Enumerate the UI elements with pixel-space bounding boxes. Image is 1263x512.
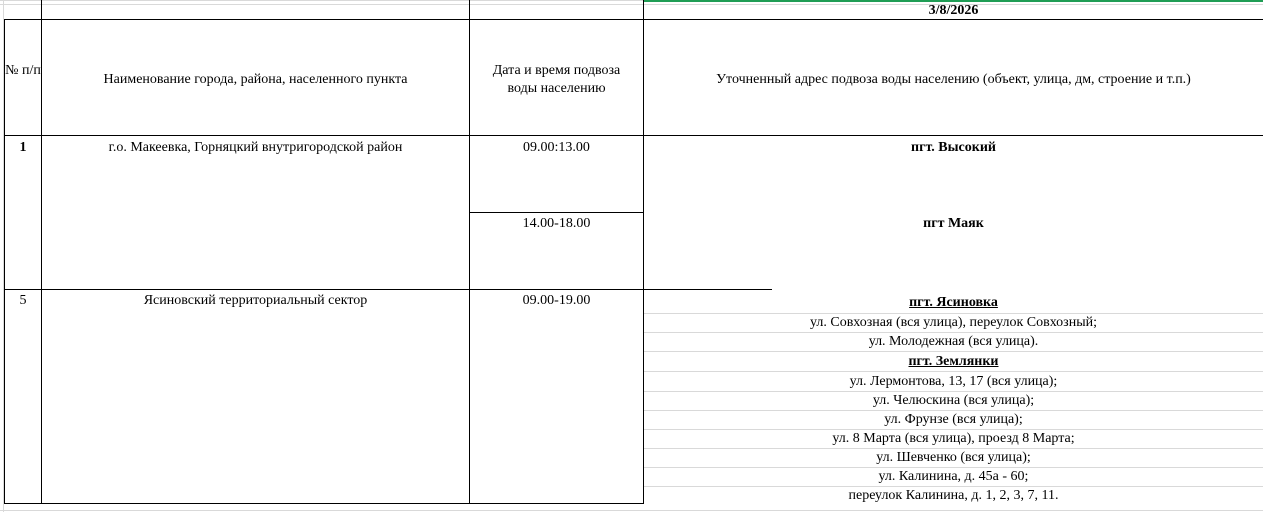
- row-address[interactable]: пгт. Высокий: [911, 140, 996, 155]
- address-settlement-heading[interactable]: пгт. Землянки: [908, 354, 999, 369]
- row-locality-name[interactable]: г.о. Макеевка, Горняцкий внутригородской район: [108, 140, 403, 155]
- address-line[interactable]: ул. Калинина, д. 45а - 60;: [878, 469, 1029, 484]
- table-border: [469, 212, 644, 213]
- row-delivery-time[interactable]: 09.00:13.00: [523, 140, 590, 155]
- table-border: [644, 289, 772, 290]
- row-address[interactable]: пгт Маяк: [923, 216, 984, 231]
- row-locality-name[interactable]: Ясиновский территориальный сектор: [143, 293, 368, 308]
- address-line[interactable]: переулок Калинина, д. 1, 2, 3, 7, 11.: [848, 488, 1059, 503]
- address-line[interactable]: ул. Шевченко (вся улица);: [876, 450, 1031, 465]
- address-line[interactable]: ул. Фрунзе (вся улица);: [884, 412, 1023, 427]
- table-border: [4, 19, 5, 504]
- address-line[interactable]: ул. Молодежная (вся улица).: [868, 334, 1039, 349]
- header-col-address[interactable]: Уточненный адрес подвоза воды населению (объект, улица, дм, строение и т.п.): [716, 72, 1191, 87]
- address-line[interactable]: ул. Челюскина (вся улица);: [872, 393, 1035, 408]
- address-line[interactable]: ул. 8 Марта (вся улица), проезд 8 Марта;: [832, 431, 1075, 446]
- header-col-time[interactable]: Дата и время подвоза воды населению: [492, 63, 621, 96]
- table-border: [4, 503, 643, 504]
- row-number[interactable]: 5: [19, 293, 27, 308]
- sheet-gridline: [0, 510, 1263, 511]
- selected-cell-indicator: [644, 0, 1263, 2]
- table-border: [4, 19, 1263, 20]
- table-border: [4, 135, 1263, 136]
- row-delivery-time[interactable]: 14.00-18.00: [522, 216, 591, 231]
- header-col-name[interactable]: Наименование города, района, населенного пункта: [103, 72, 408, 87]
- address-line[interactable]: ул. Лермонтова, 13, 17 (вся улица);: [849, 374, 1058, 389]
- row-number[interactable]: 1: [19, 140, 27, 155]
- date-header[interactable]: 3/8/2026: [928, 3, 979, 18]
- address-settlement-heading[interactable]: пгт. Ясиновка: [909, 295, 998, 310]
- header-col-number[interactable]: № п/п: [5, 63, 41, 78]
- table-border: [4, 289, 643, 290]
- address-line[interactable]: ул. Совхозная (вся улица), переулок Совхозный;: [809, 315, 1097, 330]
- row-delivery-time[interactable]: 09.00-19.00: [522, 293, 591, 308]
